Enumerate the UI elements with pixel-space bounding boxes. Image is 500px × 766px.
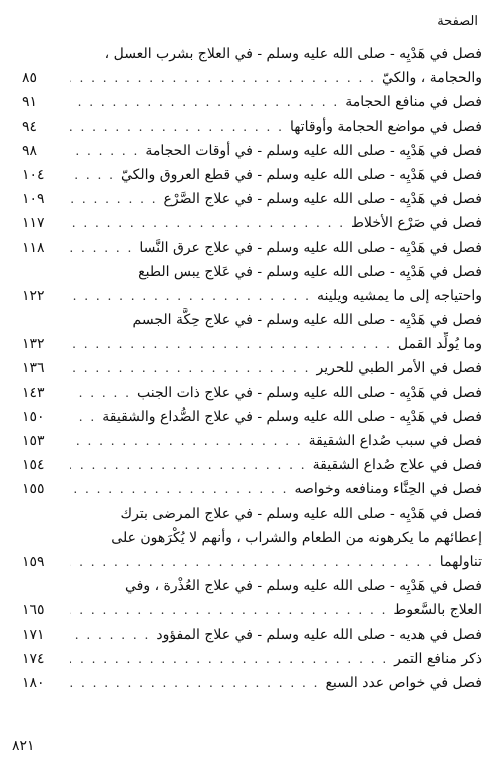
toc-entry-page-number: ٩١	[22, 94, 38, 111]
toc-entry-title: فصل في هَدْيِه - صلى الله عليه وسلم - في علاج حِكَّة الجسم	[132, 312, 482, 329]
dot-leader	[70, 90, 339, 114]
toc-entry	[22, 66, 482, 90]
toc-entry-title: فصل في الأمر الطبي للحرير	[316, 360, 482, 377]
toc-entry-page-number: ١٣٢	[22, 336, 45, 353]
dot-leader	[70, 66, 376, 90]
toc-entry-page-number: ١٠٩	[22, 191, 45, 208]
toc-entry	[22, 598, 482, 622]
dot-leader	[70, 550, 434, 574]
toc-entry-page-number: ١٥٥	[22, 481, 45, 498]
toc-entry-title: وما يُولِّد القمل	[397, 336, 482, 353]
toc-entry-title: فصل في مواضع الحجامة وأوقاتها	[289, 118, 482, 135]
dot-leader	[70, 284, 311, 308]
toc-entry-page-number: ١٦٥	[22, 602, 45, 619]
toc-entry-title: واحتياجه إلى ما يمشيه ويلينه	[316, 287, 482, 304]
dot-leader	[70, 332, 392, 356]
dot-leader	[70, 356, 310, 380]
toc-entry	[22, 236, 482, 260]
toc-entry	[22, 308, 482, 332]
toc-entry-page-number: ١٠٤	[22, 166, 45, 183]
toc-entry-page-number: ١٤٣	[22, 384, 45, 401]
toc-entry-page-number: ١٨٠	[22, 674, 45, 691]
toc-entry	[22, 42, 482, 66]
toc-entry	[22, 211, 482, 235]
toc-entry-title: فصل في هَدْيِه - صلى الله عليه وسلم - في علاج ذات الجنب	[136, 384, 482, 401]
toc-entry	[22, 260, 482, 284]
toc-entry-title: فصل في صَرْع الأخلاط	[351, 215, 482, 232]
toc-entry	[22, 90, 482, 114]
toc-entry	[22, 671, 482, 695]
toc-entry-title: فصل في هَدْيِه - صلى الله عليه وسلم - في علاج الصُّداع والشقيقة	[102, 408, 482, 425]
toc-entry-title: والحجامة ، والكيّ	[382, 70, 482, 87]
dot-leader	[70, 598, 387, 622]
toc-entry-title: فصل في هَدْيِه - صلى الله عليه وسلم - في قطع العروق والكيّ	[120, 166, 482, 183]
toc-entry	[22, 115, 482, 139]
toc-entry-page-number: ١٥٠	[22, 408, 45, 425]
toc-entry	[22, 550, 482, 574]
toc-entry	[22, 647, 482, 671]
toc-entry-page-number: ٩٤	[22, 118, 38, 135]
toc-entry-title: ذكر منافع التمر	[394, 650, 482, 667]
dot-leader	[70, 211, 345, 235]
toc-entry	[22, 405, 482, 429]
toc-entry	[22, 381, 482, 405]
toc-entry-title: فصل في هَدْيِه - صلى الله عليه وسلم - في علاج الصَّرْع	[163, 191, 482, 208]
toc-entry	[22, 332, 482, 356]
dot-leader	[70, 647, 388, 671]
page-number: ٨٢١	[12, 738, 35, 754]
toc-entry-title: إعطائهم ما يكرهونه من الطعام والشراب ، وأنهم لا يُكْرَهون على	[111, 529, 482, 546]
toc-entry	[22, 187, 482, 211]
dot-leader	[70, 236, 133, 260]
toc-entry-page-number: ١٧٤	[22, 650, 45, 667]
dot-leader	[70, 163, 115, 187]
dot-leader	[70, 623, 150, 647]
toc-entry-page-number: ١١٨	[22, 239, 45, 256]
toc-entry	[22, 429, 482, 453]
toc-entry-title: فصل في خواص عدد السبع	[325, 674, 482, 691]
toc-entry-title: تناولهما	[439, 553, 482, 570]
toc-entry-page-number: ١٥٩	[22, 553, 45, 570]
toc-entry-page-number: ١٥٤	[22, 457, 45, 474]
toc-entry-title: العلاج بالسَّعوط	[393, 602, 482, 619]
dot-leader	[70, 381, 131, 405]
toc-entry	[22, 526, 482, 550]
toc-entry	[22, 284, 482, 308]
toc-entry-title: فصل في منافع الحجامة	[345, 94, 482, 111]
dot-leader	[70, 139, 139, 163]
table-of-contents	[22, 42, 482, 695]
toc-entry-title: فصل في هَدْيِه - صلى الله عليه وسلم - في عَلاج يبس الطبع	[138, 263, 482, 280]
toc-entry-title: فصل في هديه - صلى الله عليه وسلم - في علاج المفؤود	[156, 626, 482, 643]
toc-entry	[22, 502, 482, 526]
toc-entry-title: فصل في هَدْيِه - صلى الله عليه وسلم - في أوقات الحجامة	[145, 142, 482, 159]
dot-leader	[70, 477, 289, 501]
toc-entry	[22, 356, 482, 380]
toc-entry-page-number: ١٣٦	[22, 360, 45, 377]
dot-leader	[70, 187, 158, 211]
toc-entry-title: فصل في هَدْيِه - صلى الله عليه وسلم - في علاج المرضى بترك	[120, 505, 482, 522]
toc-entry-page-number: ٨٥	[22, 70, 38, 87]
toc-entry	[22, 574, 482, 598]
dot-leader	[70, 115, 284, 139]
toc-entry	[22, 139, 482, 163]
toc-entry-page-number: ٩٨	[22, 142, 38, 159]
toc-entry-title: فصل في سبب صُداع الشقيقة	[308, 433, 482, 449]
toc-entry-page-number: ١٢٢	[22, 287, 45, 304]
toc-entry-title: فصل في هَدْيِه - صلى الله عليه وسلم - في علاج عرق النَّسا	[139, 239, 482, 256]
toc-entry-title: فصل في هَدْيِه - صلى الله عليه وسلم - في علاج العُذْرة ، وفي	[125, 578, 482, 595]
toc-entry-page-number: ١١٧	[22, 215, 45, 232]
dot-leader	[70, 453, 307, 477]
toc-entry	[22, 623, 482, 647]
dot-leader	[70, 671, 319, 695]
dot-leader	[70, 405, 96, 429]
toc-entry	[22, 163, 482, 187]
toc-entry	[22, 453, 482, 477]
toc-entry-page-number: ١٥٣	[22, 433, 45, 449]
page-column-header: الصفحة	[437, 14, 478, 29]
toc-entry-page-number: ١٧١	[22, 626, 45, 643]
toc-entry-title: فصل في الحِنَّاء ومنافعه وخواصه	[294, 481, 482, 498]
toc-entry-title: فصل في هَدْيِه - صلى الله عليه وسلم - في العلاج بشرب العسل ،	[104, 46, 482, 62]
toc-entry-title: فصل في علاج صُداع الشقيقة	[312, 457, 482, 474]
toc-entry	[22, 477, 482, 501]
dot-leader	[70, 429, 303, 453]
